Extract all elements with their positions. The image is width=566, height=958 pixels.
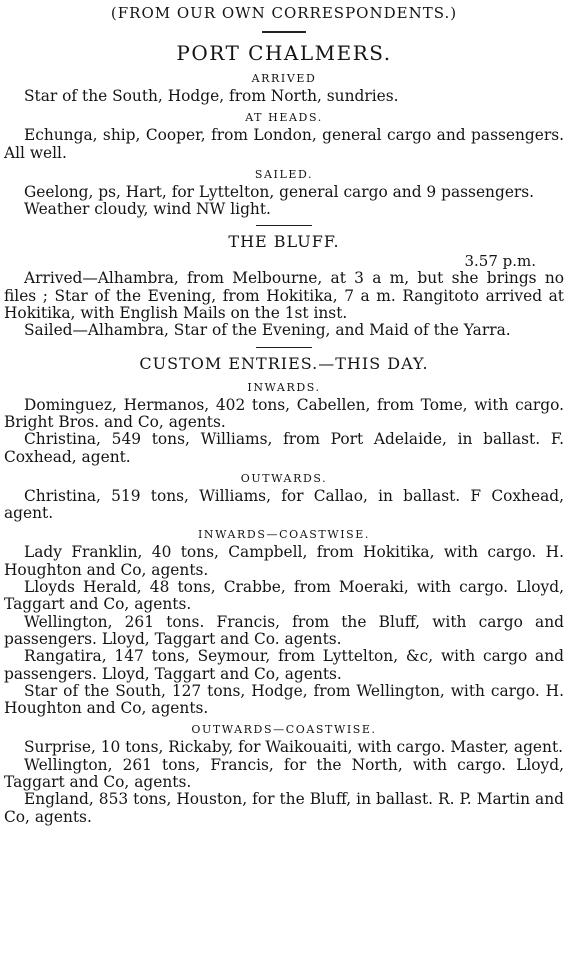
at-heads-entry: Echunga, ship, Cooper, from London, general cargo and passengers. All well.	[4, 126, 564, 162]
section-rule	[262, 31, 306, 33]
bluff-sailed-entry: Sailed—Alhambra, Star of the Evening, and Maid of the Yarra.	[24, 321, 511, 340]
arrived-label: ARRIVED	[251, 72, 317, 85]
inwards-coastwise-label: INWARDS—COASTWISE.	[197, 528, 371, 542]
inwards-coastwise-entry: Lloyds Herald, 48 tons, Crabbe, from Moeraki, with cargo. Lloyd, Taggart and Co, agents.	[4, 578, 564, 614]
inwards-entry: Dominguez, Hermanos, 402 tons, Cabellen, from Tome, with cargo. Bright Bros. and Co, agents.	[4, 395, 564, 431]
correspondents-line: (FROM OUR OWN CORRESPONDENTS.)	[110, 4, 458, 22]
sailed-entry: Geelong, ps, Hart, for Lyttelton, general cargo and 9 passengers.	[24, 182, 535, 201]
bluff-time: 3.57 p.m.	[464, 252, 536, 271]
inwards-coastwise-entry: Star of the South, 127 tons, Hodge, from Wellington, with cargo. H. Houghton and Co, agents.	[4, 681, 564, 718]
inwards-label: INWARDS.	[247, 380, 321, 394]
section-rule	[256, 347, 312, 348]
outwards-coastwise-entry: England, 853 tons, Houston, for the Bluff, in ballast. R. P. Martin and Co, agents.	[4, 790, 564, 826]
sailed-label: SAILED.	[254, 167, 314, 181]
bluff-arrived-entry: Arrived—Alhambra, from Melbourne, at 3 a m, but she brings no files ; Star of the Evening, from Hokitika, 7 a m. Rangitoto arrived at Hokitika, with English Mails on the 1st inst.	[4, 269, 564, 323]
port-chalmers-heading: PORT CHALMERS.	[176, 41, 392, 65]
outwards-label: OUTWARDS.	[240, 471, 328, 485]
outwards-coastwise-entry: Wellington, 261 tons, Francis, for the North, with cargo. Lloyd, Taggart and Co, agents.	[4, 755, 564, 792]
inwards-coastwise-entry: Wellington, 261 tons. Francis, from the Bluff, with cargo and passengers. Lloyd, Taggart and Co. agents.	[4, 612, 564, 648]
weather-entry: Weather cloudy, wind NW light.	[24, 200, 271, 219]
inwards-coastwise-entry: Rangatira, 147 tons, Seymour, from Lyttelton, &c, with cargo and passengers. Lloyd, Taggart and Co, agents.	[4, 647, 564, 683]
custom-entries-heading: CUSTOM ENTRIES.—THIS DAY.	[139, 353, 429, 373]
outwards-coastwise-entry: Surprise, 10 tons, Rickaby, for Waikouaiti, with cargo. Master, agent.	[24, 738, 564, 757]
outwards-coastwise-label: OUTWARDS—COASTWISE.	[191, 723, 377, 737]
section-rule	[256, 225, 312, 226]
arrived-entry: Star of the South, Hodge, from North, sundries.	[24, 87, 399, 105]
inwards-coastwise-entry: Lady Franklin, 40 tons, Campbell, from Hokitika, with cargo. H. Houghton and Co, agents.	[4, 543, 564, 579]
bluff-heading: THE BLUFF.	[228, 232, 340, 252]
inwards-entry: Christina, 549 tons, Williams, from Port Adelaide, in ballast. F. Coxhead, agent.	[4, 430, 564, 466]
newspaper-column	[0, 2, 566, 958]
at-heads-label: AT HEADS.	[245, 111, 323, 125]
outwards-entry: Christina, 519 tons, Williams, for Callao, in ballast. F Coxhead, agent.	[4, 486, 564, 523]
